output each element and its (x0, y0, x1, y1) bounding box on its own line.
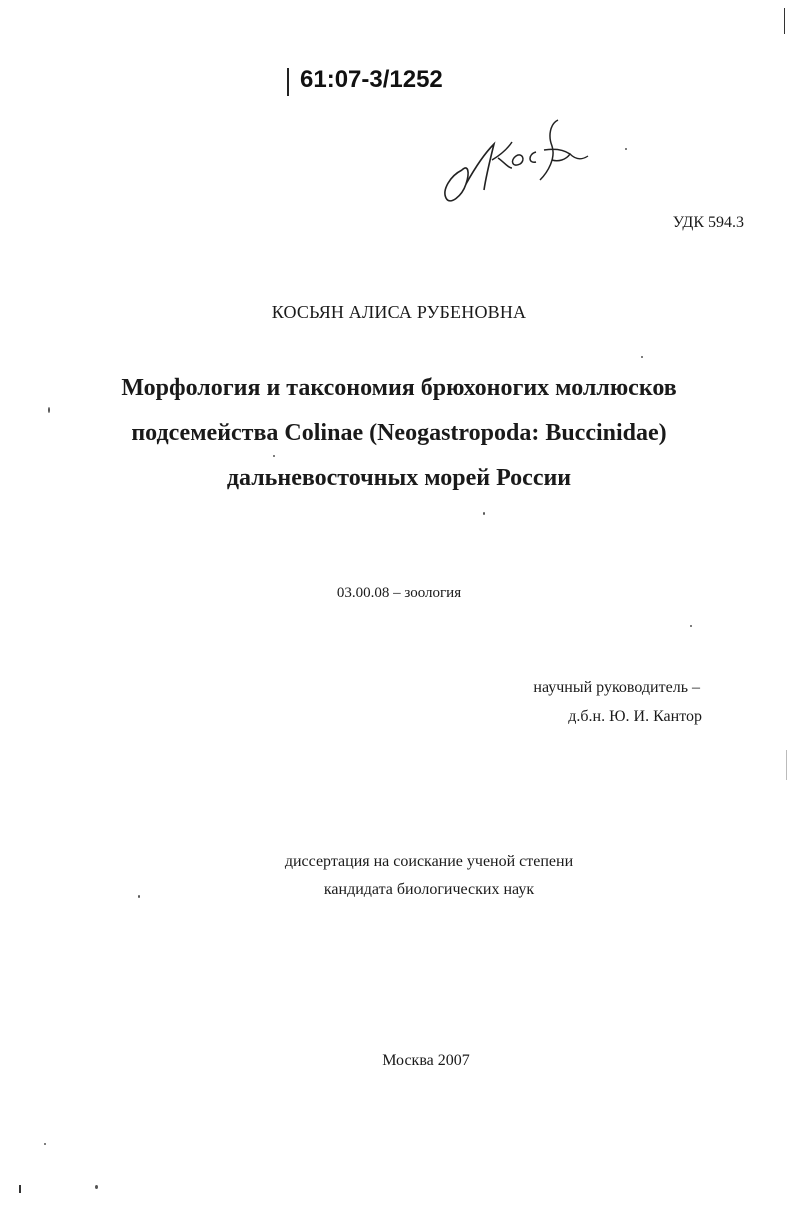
scan-speck (483, 512, 485, 515)
title-line: дальневосточных морей России (226, 465, 572, 491)
degree-line: кандидата биологических наук (323, 881, 535, 898)
scan-edge-mark (784, 8, 785, 34)
author-name: КОСЬЯН АЛИСА РУБЕНОВНА (271, 302, 527, 322)
udk-code: УДК 594.3 (672, 214, 744, 231)
code-margin-bar (287, 68, 289, 96)
scan-speck (690, 625, 692, 627)
supervisor-block (533, 673, 700, 731)
thesis-title (0, 366, 798, 501)
specialty-code: 03.00.08 – зоология (336, 585, 462, 601)
scan-edge-mark (786, 750, 787, 780)
title-line: подсемейства Colinae (Neogastropoda: Buccinidae) (131, 420, 667, 446)
scan-edge-mark (19, 1185, 21, 1193)
scan-speck (625, 148, 627, 150)
scan-speck (138, 895, 140, 898)
city-year: Москва 2007 (382, 1052, 470, 1069)
degree-line: диссертация на соискание ученой степени (284, 853, 574, 870)
catalog-code: 61:07-3/1252 (300, 66, 443, 93)
scan-speck (44, 1143, 46, 1145)
scan-speck (641, 356, 643, 358)
degree-statement (0, 848, 798, 904)
scan-speck (95, 1185, 98, 1189)
scan-speck (273, 455, 275, 457)
scan-speck (48, 407, 50, 413)
supervisor-name: д.б.н. Ю. И. Кантор (568, 708, 702, 725)
supervisor-label: научный руководитель – (533, 679, 700, 696)
title-line: Морфология и таксономия брюхоногих моллюсков (121, 375, 677, 401)
handwritten-signature (432, 110, 602, 210)
